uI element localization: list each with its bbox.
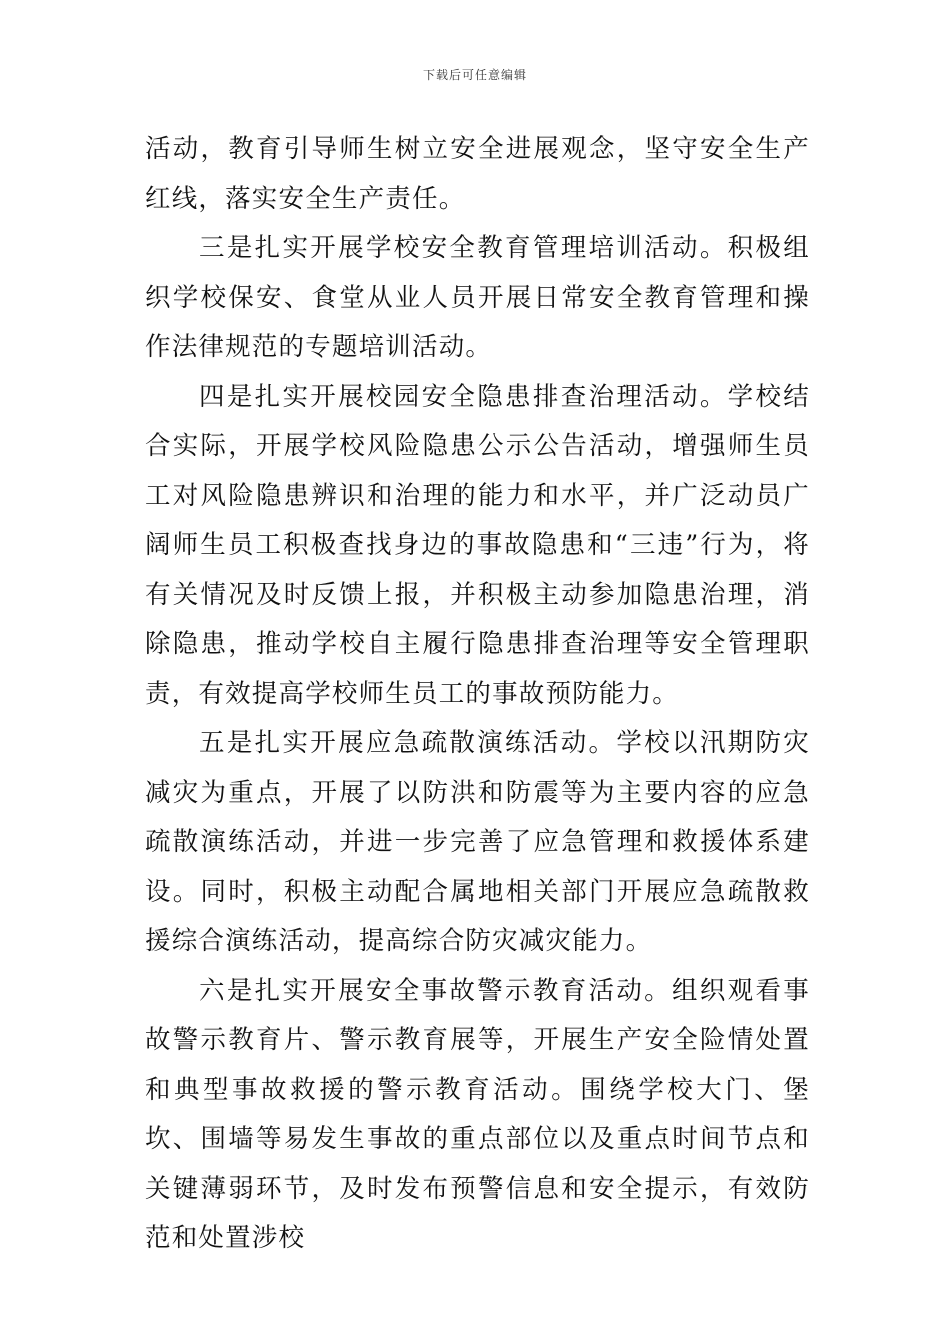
paragraph-item-three: 三是扎实开展学校安全教育管理培训活动。积极组织学校保安、食堂从业人员开展日常安全教育管理和操作法律规范的专题培训活动。 bbox=[145, 233, 810, 362]
paragraph-item-four: 四是扎实开展校园安全隐患排查治理活动。学校结合实际，开展学校风险隐患公示公告活动，增强师生员工对风险隐患辨识和治理的能力和水平，并广泛动员广阔师生员工积极查找身边的事故隐患和“三违”行为，将有关情况及时反馈上报，并积极主动参加隐患治理，消除隐患，推动学校自主履行隐患排查治理等安全管理职责，有效提高学校师生员工的事故预防能力。 bbox=[145, 381, 810, 709]
paragraph-item-six: 六是扎实开展安全事故警示教育活动。组织观看事故警示教育片、警示教育展等，开展生产安全险情处置和典型事故救援的警示教育活动。围绕学校大门、堡坎、围墙等易发生事故的重点部位以及重点时间节点和关键薄弱环节，及时发布预警信息和安全提示，有效防范和处置涉校 bbox=[145, 975, 810, 1253]
paragraph-continuation: 活动，教育引导师生树立安全进展观念，坚守安全生产红线，落实安全生产责任。 bbox=[145, 134, 810, 214]
page-header: 下载后可任意编辑 bbox=[422, 68, 527, 82]
paragraph-item-five: 五是扎实开展应急疏散演练活动。学校以汛期防灾减灾为重点，开展了以防洪和防震等为主要内容的应急疏散演练活动，并进一步完善了应急管理和救援体系建设。同时，积极主动配合属地相关部门开展应急疏散救援综合演练活动，提高综合防灾减灾能力。 bbox=[145, 728, 810, 956]
document-body bbox=[145, 125, 810, 1264]
